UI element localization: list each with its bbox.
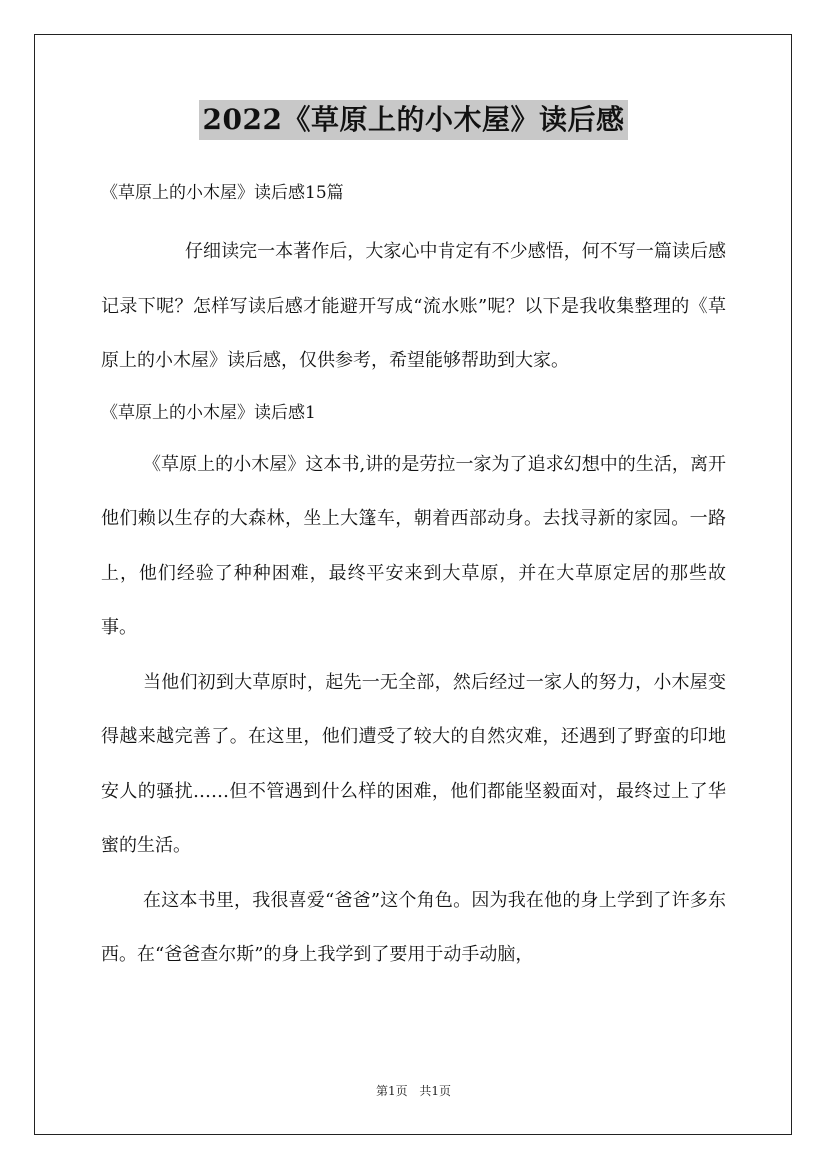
document-body xyxy=(101,175,726,983)
intro-paragraph: 仔细读完一本著作后，大家心中肯定有不少感悟，何不写一篇读后感记录下呢？怎样写读后感才能避开写成“流水账”呢？以下是我收集整理的《草原上的小木屋》读后感，仅供参考，希望能够帮助到大家。 xyxy=(101,241,726,371)
title-container xyxy=(0,100,827,140)
document-title: 2022《草原上的小木屋》读后感 xyxy=(199,100,629,140)
page-number-current: 第1页 xyxy=(375,1084,408,1098)
section-heading: 《草原上的小木屋》读后感1 xyxy=(101,402,316,423)
body-paragraph-1: 《草原上的小木屋》这本书,讲的是劳拉一家为了追求幻想中的生活，离开他们赖以生存的大森林，坐上大篷车，朝着西部动身。去找寻新的家园。一路上，他们经验了种种困难，最终平安来到大草原，并在大草原定居的那些故事。 xyxy=(101,453,726,638)
document-subtitle: 《草原上的小木屋》读后感15篇 xyxy=(101,183,344,203)
body-paragraph-2: 当他们初到大草原时，起先一无全部，然后经过一家人的努力，小木屋变得越来越完善了。在这里，他们遭受了较大的自然灾难，还遇到了野蛮的印地安人的骚扰……但不管遇到什么样的困难，他们都能坚毅面对，最终过上了华蜜的生活。 xyxy=(101,671,726,856)
page-number-total: 共1页 xyxy=(419,1084,452,1098)
body-paragraph-3: 在这本书里，我很喜爱“爸爸”这个角色。因为我在他的身上学到了许多东西。在“爸爸查尔斯”的身上我学到了要用于动手动脑， xyxy=(101,889,726,965)
page-footer xyxy=(0,1082,827,1100)
